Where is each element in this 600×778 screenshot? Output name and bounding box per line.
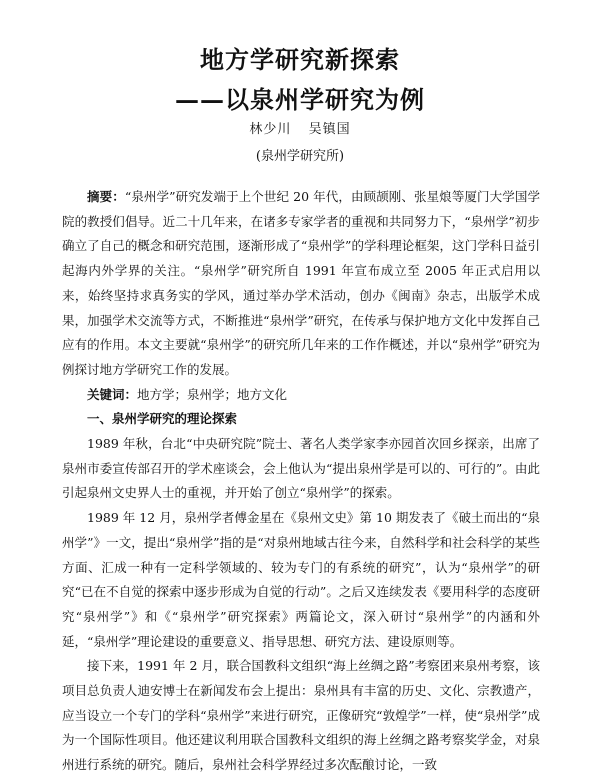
- keywords-line: [62, 383, 540, 408]
- document-body: [62, 185, 540, 778]
- abstract-text: “泉州学”研究发端于上个世纪 20 年代，由顾颉刚、张星烺等厦门大学国学院的教授们倡导。近二十几年来，在诸多专家学者的重视和共同努力下，“泉州学”初步确立了自己的概念和研究范围，逐渐形成了“泉州学”的学科理论框架，这门学科日益引起海内外学界的关注。“泉州学”研究所自 1991 年宣布成立至 2005 年正式启用以来，始终坚持求真务实的学风，通过举办学术活动，创办《闽南》杂志，出版学术成果，加强学术交流等方式，不断推进“泉州学”研究，在传承与保护地方文化中发挥自己应有的作用。本文主要就“泉州学”的研究所几年来的工作作概述，并以“泉州学”研究为例探讨地方学研究工作的发展。: [62, 189, 540, 377]
- document-title: 地方学研究新探索: [200, 45, 400, 74]
- abstract-label: 摘要：: [87, 189, 125, 204]
- body-paragraph-2: 1989 年 12 月，泉州学者傅金星在《泉州文史》第 10 期发表了《破土而出的“泉州学”》一文，提出“泉州学”指的是“对泉州地域古往今来，自然科学和社会科学的某些方面、汇成一种有一定科学领域的、较为专门的有系统的研究”，认为“泉州学”的研究“已在不自觉的探索中逐步形成为自觉的行动”。之后又连续发表《要用科学的态度研究“泉州学”》和《“泉州学”研究探索》两篇论文，深入研讨“泉州学”的内涵和外延，“泉州学”理论建设的重要意义、指导思想、研究方法、建设原则等。: [62, 510, 540, 649]
- document-subtitle: ——以泉州学研究为例: [175, 85, 425, 114]
- authors-line: [0, 118, 600, 137]
- body-paragraph-1: 1989 年秋，台北“中央研究院”院士、著名人类学家李亦园首次回乡探亲，出席了泉州市委宣传部召开的学术座谈会，会上他认为“提出泉州学是可以的、可行的”。由此引起泉州文史界人士的重视，并开始了创立“泉州学”的探索。: [62, 436, 540, 501]
- author-1: 林少川: [249, 122, 292, 137]
- keywords-label: 关键词：: [87, 386, 138, 402]
- section-heading: 一、泉州学研究的理论探索: [87, 411, 238, 427]
- affiliation: (泉州学研究所): [255, 149, 345, 164]
- abstract-paragraph: [62, 185, 540, 383]
- author-2: 吴镇国: [308, 122, 351, 137]
- body-paragraph-3: 接下来，1991 年 2 月，联合国教科文组织“海上丝绸之路”考察团来泉州考察，该项目总负责人迪安博士在新闻发布会上提出：泉州具有丰富的历史、文化、宗教遗产，应当设立一个专门的学科“泉州学”来进行研究，正像研究“敦煌学”一样，使“泉州学”成为一个国际性项目。他还建议利用联合国教科文组织的海上丝绸之路考察奖学金，对泉州进行系统的研究。随后，泉州社会科学界经过多次酝酿讨论，一致: [62, 658, 540, 773]
- keywords-text: 地方学；泉州学；地方文化: [137, 386, 288, 402]
